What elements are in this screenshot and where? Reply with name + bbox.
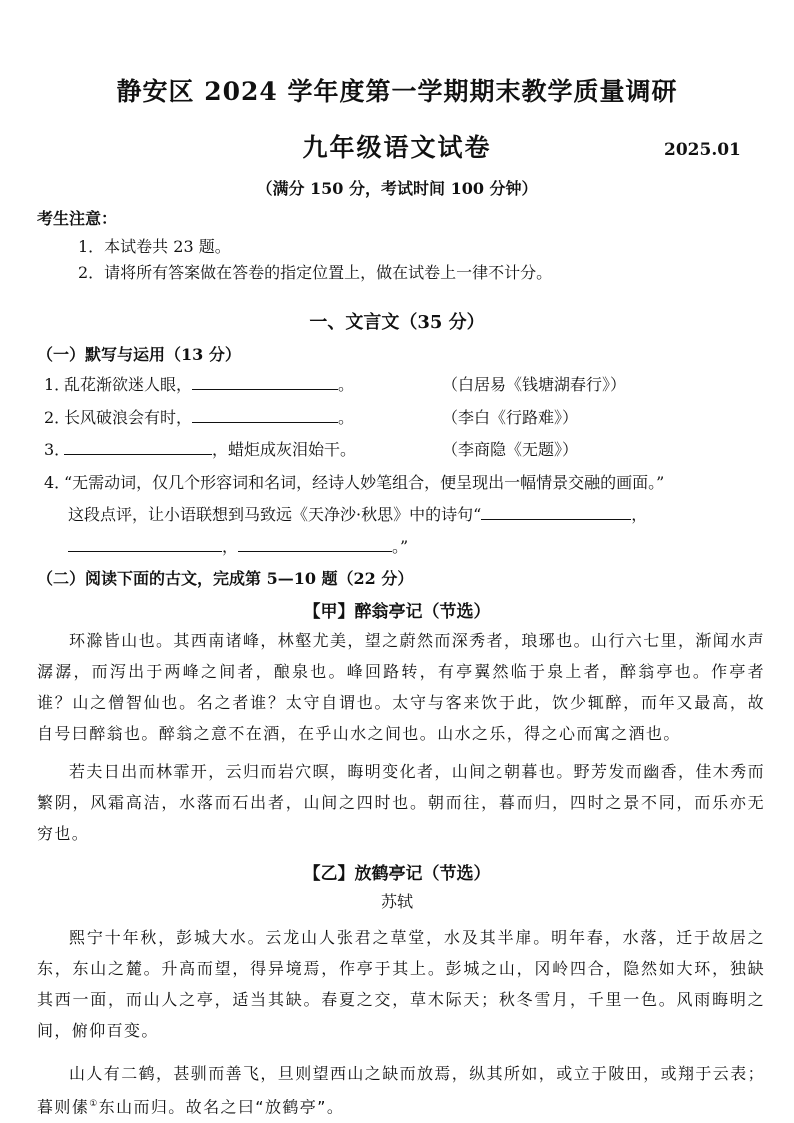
question-source: （李白《行路难》） — [442, 408, 579, 427]
question-text: 。” — [392, 537, 409, 556]
answer-blank[interactable] — [192, 408, 338, 423]
question-text: 这段点评，让小语联想到马致远《天净沙·秋思》中的诗句“ — [68, 505, 482, 524]
exam-title: 静安区 2024 学年度第一学期期末教学质量调研 — [116, 77, 678, 106]
question-2 — [44, 405, 354, 428]
question-text: 。 — [338, 408, 355, 427]
text-jia-paragraph: 环滁皆山也。其西南诸峰，林壑尤美，望之蔚然而深秀者，琅琊也。山行六七里，渐闻水声潺潺，而泻出于两峰之间者，酿泉也。峰回路转，有亭翼然临于泉上者，醉翁亭也。作亭者谁？山之僧智仙也。名之者谁？太守自谓也。太守与客来饮于此，饮少辄醉，而年又最高，故自号曰醉翁也。醉翁之意不在酒，在乎山水之间也。山水之乐，得之心而寓之酒也。 — [37, 631, 766, 743]
question-3 — [44, 437, 356, 460]
text-yi-segment: 山人有二鹤，甚驯而善飞，旦则望西山之缺而放焉，纵其所如，或立于陂田，或翔于云表；暮则傃 — [37, 1064, 766, 1117]
part1-heading: （一）默写与运用（13 分） — [37, 345, 241, 364]
question-1 — [44, 372, 354, 395]
text-yi-author: 苏轼 — [380, 892, 413, 911]
score-note: （满分 150 分，考试时间 100 分钟） — [256, 179, 538, 198]
text-yi-paragraph — [37, 1058, 765, 1122]
text-yi-paragraph: 熙宁十年秋，彭城大水。云龙山人张君之草堂，水及其半扉。明年春，水落，迁于故居之东，东山之麓。升高而望，得异境焉，作亭于其上。彭城之山，冈岭四合，隐然如大环，独缺其西一面，而山人之亭，适当其缺。春夏之交，草木际天；秋冬雪月，千里一色。风雨晦明之间，俯仰百变。 — [37, 928, 765, 1040]
question-text: ，蜡炬成灰泪始干。 — [212, 440, 357, 459]
exam-date: 2025.01 — [664, 140, 741, 160]
notice-item: 2．请将所有答案做在答卷的指定位置上，做在试卷上一律不计分。 — [78, 263, 553, 282]
text-yi-segment: 东山而归。故名之曰“放鹤亭”。 — [98, 1097, 345, 1117]
question-number: 3． — [44, 440, 71, 459]
question-number: 2． — [44, 408, 71, 427]
question-text: 乱花渐欲迷人眼， — [64, 375, 193, 394]
part2-heading: （二）阅读下面的古文，完成第 5—10 题（22 分） — [37, 569, 414, 588]
question-number: 4． — [44, 473, 71, 492]
answer-blank[interactable] — [64, 440, 212, 455]
notice-item: 1．本试卷共 23 题。 — [78, 237, 231, 256]
question-4-line2 — [68, 502, 647, 525]
answer-blank[interactable] — [481, 505, 631, 520]
answer-blank[interactable] — [238, 537, 392, 552]
section-title: 一、文言文（35 分） — [309, 312, 485, 333]
question-text: ， — [631, 505, 648, 524]
question-text: 。 — [338, 375, 355, 394]
question-text: 长风破浪会有时， — [64, 408, 193, 427]
answer-blank[interactable] — [68, 537, 222, 552]
text-jia-paragraph: 若夫日出而林霏开，云归而岩穴暝，晦明变化者，山间之朝暮也。野芳发而幽香，佳木秀而繁阴，风霜高洁，水落而石出者，山间之四时也。朝而往，暮而归，四时之景不同，而乐亦无穷也。 — [37, 762, 766, 843]
text-jia-title: 【甲】醉翁亭记（节选） — [303, 602, 491, 622]
question-4-line1 — [44, 470, 664, 493]
question-number: 1． — [44, 375, 71, 394]
notice-heading: 考生注意： — [37, 209, 118, 228]
text-yi-title: 【乙】放鹤亭记（节选） — [303, 864, 491, 884]
answer-blank[interactable] — [192, 375, 338, 390]
exam-subtitle: 九年级语文试卷 — [302, 133, 492, 162]
question-source: （白居易《钱塘湖春行》） — [442, 375, 627, 394]
question-source: （李商隐《无题》） — [442, 440, 579, 459]
question-text: ， — [222, 537, 239, 556]
question-text: “无需动词，仅几个形容词和名词，经诗人妙笔组合，便呈现出一幅情景交融的画面。” — [64, 473, 665, 492]
question-4-line3 — [68, 534, 408, 557]
footnote-marker: ① — [89, 1099, 99, 1109]
